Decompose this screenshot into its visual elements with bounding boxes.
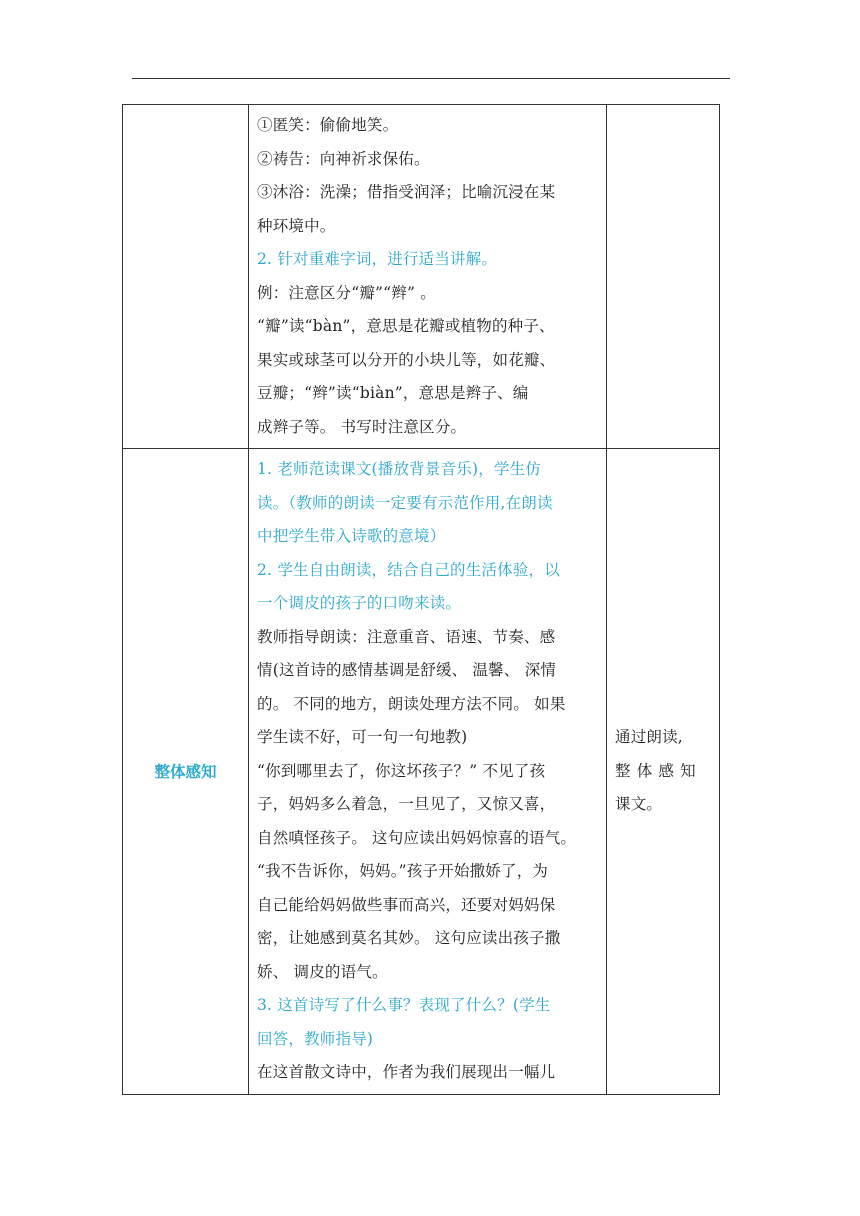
- header-rule: [132, 78, 730, 79]
- content-cell: [249, 449, 607, 1095]
- note-cell: [607, 105, 720, 449]
- text-line: 的。 不同的地方，朗读处理方法不同。 如果: [257, 694, 566, 713]
- text-line: 2. 学生自由朗读，结合自己的生活体验，以: [257, 560, 560, 579]
- text-line: “你到哪里去了，你这坏孩子？” 不见了孩: [257, 761, 546, 780]
- text-line: 成辫子等。 书写时注意区分。: [257, 417, 467, 436]
- text-line: 2. 针对重难字词，进行适当讲解。: [257, 250, 498, 268]
- text-line: “瓣”读“bàn”，意思是花瓣或植物的种子、: [257, 317, 555, 335]
- text-line: 读。（教师的朗读一定要有示范作用,在朗读: [257, 493, 553, 512]
- text-line: ②祷告：向神祈求保佑。: [257, 149, 430, 168]
- section-label: 整体感知: [123, 449, 249, 1095]
- text-line: 一个调皮的孩子的口吻来读。: [257, 594, 462, 612]
- text-line: 1. 老师范读课文(播放背景音乐)，学生仿: [257, 460, 542, 478]
- text-line: 3. 这首诗写了什么事？表现了什么？(学生: [257, 996, 551, 1014]
- text-line: 教师指导朗读：注意重音、语速、节奏、感: [257, 627, 556, 646]
- text-line: ③沐浴：洗澡；借指受润泽；比喻沉浸在某: [257, 183, 556, 201]
- text-line: ①匿笑：偷偷地笑。: [257, 116, 399, 134]
- text-line: 自己能给妈妈做些事而高兴，还要对妈妈保: [257, 895, 556, 914]
- text-line: 学生读不好，可一句一句地教): [257, 728, 468, 746]
- text-line: 种环境中。: [257, 216, 336, 235]
- note-line: 课文。: [615, 795, 663, 813]
- section-label-cell: [123, 105, 249, 449]
- content-lines: [249, 105, 606, 448]
- text-line: “我不告诉你，妈妈。”孩子开始撒娇了，为: [257, 862, 549, 880]
- text-line: 娇、 调皮的语气。: [257, 962, 388, 981]
- table-row: [123, 449, 720, 1095]
- note-line: 整体感知: [615, 761, 702, 780]
- text-line: 豆瓣；“辫”读“biàn”，意思是辫子、编: [257, 384, 529, 402]
- text-line: 密，让她感到莫名其妙。 这句应读出孩子撒: [257, 929, 561, 947]
- text-line: 子，妈妈多么着急，一旦见了，又惊又喜，: [257, 795, 556, 813]
- text-line: 在这首散文诗中，作者为我们展现出一幅儿: [257, 1063, 556, 1081]
- text-line: 果实或球茎可以分开的小块儿等，如花瓣、: [257, 350, 556, 369]
- table-row: [123, 105, 720, 449]
- text-line: 回答，教师指导): [257, 1029, 374, 1048]
- note-line: 通过朗读,: [615, 728, 683, 746]
- content-cell: [249, 105, 607, 449]
- text-line: 中把学生带入诗歌的意境）: [257, 527, 446, 545]
- text-line: 情(这首诗的感情基调是舒缓、 温馨、 深情: [257, 661, 557, 679]
- lesson-plan-table: [122, 104, 720, 1095]
- note-cell: [607, 449, 720, 1095]
- text-line: 自然嗔怪孩子。 这句应读出妈妈惊喜的语气。: [257, 828, 577, 847]
- text-line: 例：注意区分“瓣”“辫” 。: [257, 283, 436, 302]
- content-lines: [249, 449, 606, 1094]
